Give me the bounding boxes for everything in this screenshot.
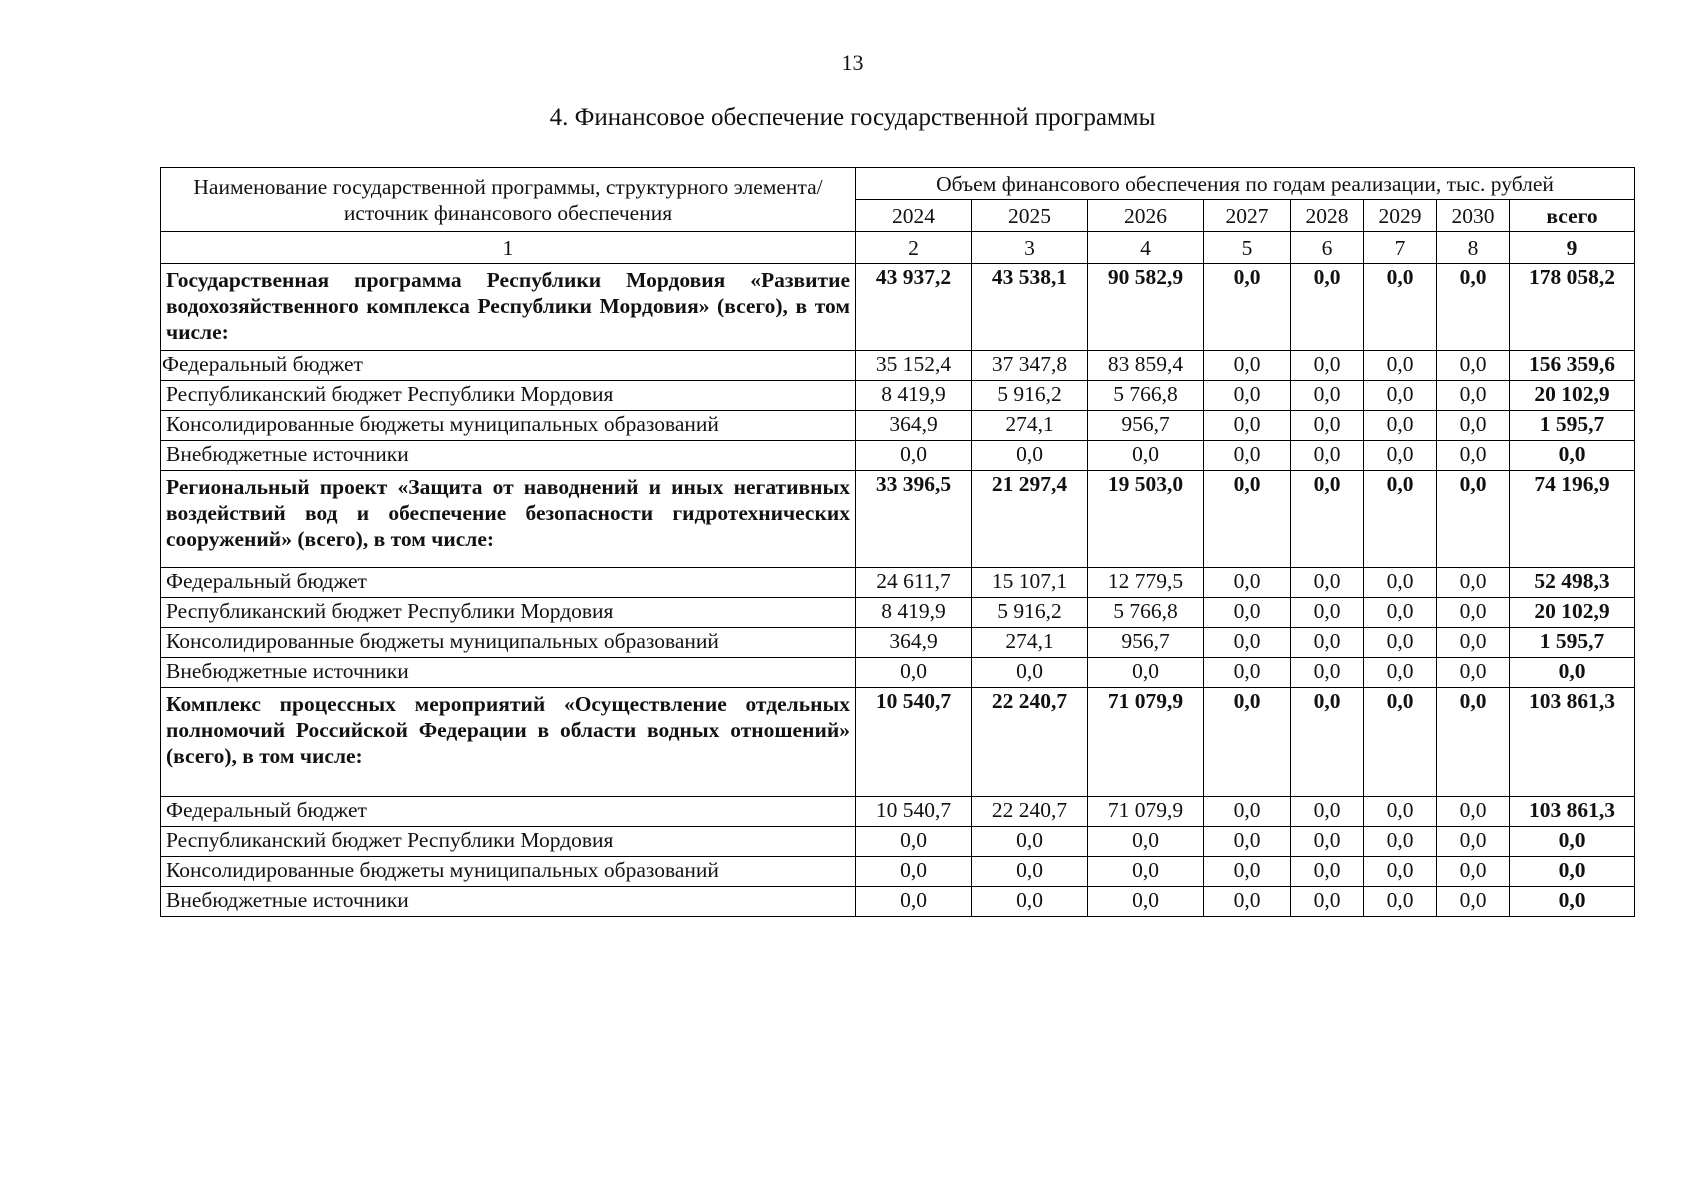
value-cell: 0,0: [1364, 471, 1437, 568]
value-cell: 0,0: [1364, 887, 1437, 917]
total-value-cell: 0,0: [1510, 827, 1635, 857]
value-cell: 0,0: [1437, 658, 1510, 688]
year-header: 2028: [1291, 200, 1364, 232]
source-label: Федеральный бюджет: [161, 797, 856, 827]
source-row: [161, 411, 1635, 441]
value-cell: 0,0: [1291, 827, 1364, 857]
value-cell: 0,0: [1204, 568, 1291, 598]
value-cell: 22 240,7: [972, 688, 1088, 797]
value-cell: 0,0: [1204, 887, 1291, 917]
total-value-cell: 20 102,9: [1510, 598, 1635, 628]
source-row: [161, 797, 1635, 827]
value-cell: 83 859,4: [1088, 351, 1204, 381]
value-cell: 0,0: [1437, 857, 1510, 887]
total-value-cell: 74 196,9: [1510, 471, 1635, 568]
total-value-cell: 0,0: [1510, 441, 1635, 471]
value-cell: 0,0: [1291, 411, 1364, 441]
value-cell: 12 779,5: [1088, 568, 1204, 598]
value-cell: 0,0: [1364, 351, 1437, 381]
value-cell: 0,0: [1437, 827, 1510, 857]
header-name-cell: Наименование государственной программы, структурного элемента/источник финансового обеспечения: [161, 168, 856, 232]
section-label: Комплекс процессных мероприятий «Осуществление отдельных полномочий Российской Федерации в области водных отношений» (всего), в том числе:: [161, 688, 856, 797]
value-cell: 0,0: [1291, 797, 1364, 827]
column-number: 3: [972, 232, 1088, 264]
value-cell: 0,0: [1364, 441, 1437, 471]
source-row: [161, 381, 1635, 411]
value-cell: 8 419,9: [856, 381, 972, 411]
source-label: Консолидированные бюджеты муниципальных образований: [161, 628, 856, 658]
value-cell: 0,0: [972, 887, 1088, 917]
value-cell: 0,0: [1291, 381, 1364, 411]
value-cell: 0,0: [1364, 797, 1437, 827]
value-cell: 0,0: [1204, 471, 1291, 568]
total-value-cell: 1 595,7: [1510, 411, 1635, 441]
column-number: 9: [1510, 232, 1635, 264]
value-cell: 43 937,2: [856, 264, 972, 351]
section-row: [161, 471, 1635, 568]
total-value-cell: 52 498,3: [1510, 568, 1635, 598]
value-cell: 0,0: [1204, 797, 1291, 827]
total-value-cell: 0,0: [1510, 658, 1635, 688]
header-volume-cell: Объем финансового обеспечения по годам реализации, тыс. рублей: [856, 168, 1635, 200]
value-cell: 24 611,7: [856, 568, 972, 598]
source-label: Консолидированные бюджеты муниципальных образований: [161, 857, 856, 887]
value-cell: 0,0: [1204, 411, 1291, 441]
column-number: 5: [1204, 232, 1291, 264]
value-cell: 0,0: [856, 441, 972, 471]
source-label: Республиканский бюджет Республики Мордовия: [161, 381, 856, 411]
year-header: 2030: [1437, 200, 1510, 232]
source-label: Федеральный бюджет: [161, 351, 856, 381]
value-cell: 0,0: [1364, 688, 1437, 797]
value-cell: 5 916,2: [972, 598, 1088, 628]
value-cell: 0,0: [1437, 598, 1510, 628]
column-number: 8: [1437, 232, 1510, 264]
source-row: [161, 351, 1635, 381]
value-cell: 37 347,8: [972, 351, 1088, 381]
value-cell: 0,0: [1204, 381, 1291, 411]
value-cell: 274,1: [972, 628, 1088, 658]
page-number: 13: [841, 50, 864, 75]
year-header: 2026: [1088, 200, 1204, 232]
value-cell: 0,0: [856, 658, 972, 688]
value-cell: 0,0: [1291, 264, 1364, 351]
value-cell: 0,0: [1291, 568, 1364, 598]
value-cell: 5 916,2: [972, 381, 1088, 411]
header-row-1: [161, 168, 1635, 200]
value-cell: 0,0: [1364, 827, 1437, 857]
value-cell: 5 766,8: [1088, 598, 1204, 628]
source-label: Консолидированные бюджеты муниципальных образований: [161, 411, 856, 441]
section-row: [161, 688, 1635, 797]
total-header: всего: [1510, 200, 1635, 232]
value-cell: 0,0: [856, 887, 972, 917]
value-cell: 0,0: [1291, 598, 1364, 628]
value-cell: 0,0: [1204, 351, 1291, 381]
value-cell: 274,1: [972, 411, 1088, 441]
column-number: 7: [1364, 232, 1437, 264]
total-value-cell: 156 359,6: [1510, 351, 1635, 381]
value-cell: 0,0: [1088, 827, 1204, 857]
value-cell: 0,0: [856, 857, 972, 887]
value-cell: 0,0: [1291, 857, 1364, 887]
section-label: Региональный проект «Защита от наводнений и иных негативных воздействий вод и обеспечение безопасности гидротехнических сооружений» (всего), в том числе:: [161, 471, 856, 568]
value-cell: 35 152,4: [856, 351, 972, 381]
value-cell: 0,0: [1291, 658, 1364, 688]
source-label: Республиканский бюджет Республики Мордовия: [161, 827, 856, 857]
year-header: 2029: [1364, 200, 1437, 232]
value-cell: 0,0: [1291, 351, 1364, 381]
year-header: 2025: [972, 200, 1088, 232]
section-row: [161, 264, 1635, 351]
value-cell: 0,0: [1437, 568, 1510, 598]
value-cell: 0,0: [1437, 351, 1510, 381]
value-cell: 364,9: [856, 411, 972, 441]
source-row: [161, 628, 1635, 658]
value-cell: 22 240,7: [972, 797, 1088, 827]
source-label: Федеральный бюджет: [161, 568, 856, 598]
value-cell: 956,7: [1088, 628, 1204, 658]
value-cell: 0,0: [1437, 628, 1510, 658]
value-cell: 8 419,9: [856, 598, 972, 628]
section-label: Государственная программа Республики Мордовия «Развитие водохозяйственного комплекса Республики Мордовия» (всего), в том числе:: [161, 264, 856, 351]
value-cell: 0,0: [1291, 628, 1364, 658]
value-cell: 10 540,7: [856, 797, 972, 827]
section-title: 4. Финансовое обеспечение государственной программы: [549, 104, 1156, 131]
value-cell: 0,0: [1204, 658, 1291, 688]
source-row: [161, 441, 1635, 471]
value-cell: 0,0: [1291, 887, 1364, 917]
financing-table: [160, 167, 1635, 917]
value-cell: 0,0: [972, 827, 1088, 857]
value-cell: 21 297,4: [972, 471, 1088, 568]
value-cell: 0,0: [1364, 264, 1437, 351]
value-cell: 0,0: [1291, 471, 1364, 568]
value-cell: 956,7: [1088, 411, 1204, 441]
value-cell: 71 079,9: [1088, 688, 1204, 797]
value-cell: 0,0: [1088, 857, 1204, 887]
source-row: [161, 857, 1635, 887]
source-label: Внебюджетные источники: [161, 658, 856, 688]
column-number: 4: [1088, 232, 1204, 264]
value-cell: 0,0: [1437, 797, 1510, 827]
value-cell: 0,0: [1204, 688, 1291, 797]
value-cell: 0,0: [1437, 887, 1510, 917]
value-cell: 0,0: [1204, 264, 1291, 351]
total-value-cell: 20 102,9: [1510, 381, 1635, 411]
value-cell: 0,0: [1204, 441, 1291, 471]
value-cell: 0,0: [1204, 857, 1291, 887]
value-cell: 0,0: [1437, 471, 1510, 568]
source-row: [161, 827, 1635, 857]
value-cell: 0,0: [1291, 688, 1364, 797]
value-cell: 5 766,8: [1088, 381, 1204, 411]
column-number: 6: [1291, 232, 1364, 264]
total-value-cell: 103 861,3: [1510, 688, 1635, 797]
value-cell: 0,0: [1437, 688, 1510, 797]
value-cell: 0,0: [1204, 598, 1291, 628]
total-value-cell: 1 595,7: [1510, 628, 1635, 658]
source-row: [161, 568, 1635, 598]
year-header: 2024: [856, 200, 972, 232]
column-number-row: [161, 232, 1635, 264]
value-cell: 0,0: [1437, 264, 1510, 351]
source-row: [161, 658, 1635, 688]
value-cell: 0,0: [1364, 568, 1437, 598]
value-cell: 0,0: [1437, 411, 1510, 441]
value-cell: 10 540,7: [856, 688, 972, 797]
source-label: Внебюджетные источники: [161, 441, 856, 471]
value-cell: 71 079,9: [1088, 797, 1204, 827]
value-cell: 0,0: [1364, 628, 1437, 658]
value-cell: 90 582,9: [1088, 264, 1204, 351]
source-row: [161, 598, 1635, 628]
source-label: Внебюджетные источники: [161, 887, 856, 917]
value-cell: 19 503,0: [1088, 471, 1204, 568]
value-cell: 0,0: [1204, 628, 1291, 658]
value-cell: 0,0: [1088, 658, 1204, 688]
value-cell: 0,0: [856, 827, 972, 857]
value-cell: 0,0: [1204, 827, 1291, 857]
value-cell: 364,9: [856, 628, 972, 658]
value-cell: 33 396,5: [856, 471, 972, 568]
column-number: 2: [856, 232, 972, 264]
value-cell: 0,0: [1364, 857, 1437, 887]
value-cell: 0,0: [1364, 598, 1437, 628]
value-cell: 0,0: [972, 857, 1088, 887]
total-value-cell: 0,0: [1510, 887, 1635, 917]
value-cell: 15 107,1: [972, 568, 1088, 598]
total-value-cell: 103 861,3: [1510, 797, 1635, 827]
column-number: 1: [161, 232, 856, 264]
value-cell: 0,0: [1364, 381, 1437, 411]
value-cell: 0,0: [1364, 658, 1437, 688]
value-cell: 0,0: [972, 658, 1088, 688]
value-cell: 0,0: [972, 441, 1088, 471]
value-cell: 0,0: [1437, 381, 1510, 411]
total-value-cell: 178 058,2: [1510, 264, 1635, 351]
value-cell: 0,0: [1088, 887, 1204, 917]
value-cell: 0,0: [1437, 441, 1510, 471]
year-header: 2027: [1204, 200, 1291, 232]
value-cell: 0,0: [1088, 441, 1204, 471]
total-value-cell: 0,0: [1510, 857, 1635, 887]
value-cell: 0,0: [1291, 441, 1364, 471]
value-cell: 43 538,1: [972, 264, 1088, 351]
source-row: [161, 887, 1635, 917]
value-cell: 0,0: [1364, 411, 1437, 441]
source-label: Республиканский бюджет Республики Мордовия: [161, 598, 856, 628]
